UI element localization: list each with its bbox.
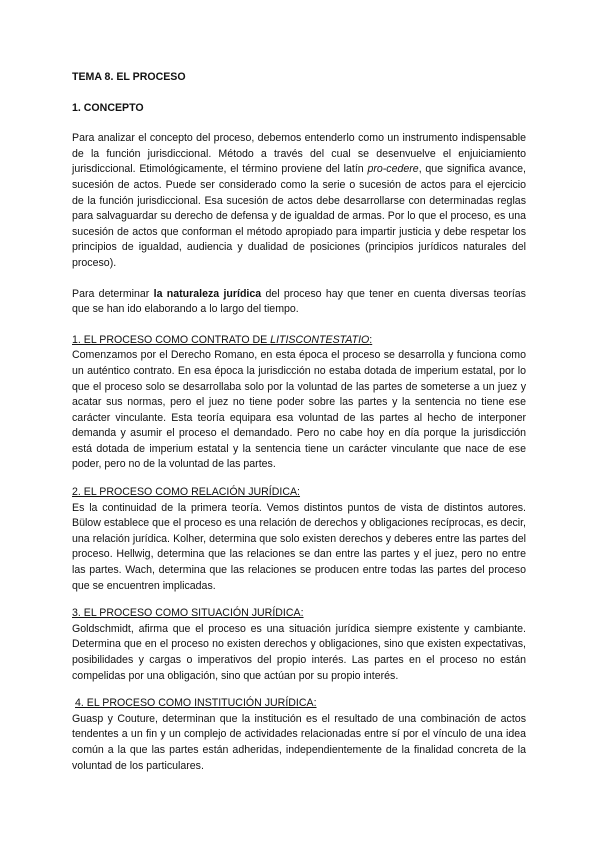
document-title: TEMA 8. EL PROCESO bbox=[72, 71, 186, 83]
intro-p2-text-b: del proceso hay que tener en cuenta diversas teorías que se han ido elaborando a lo largo del tiempo. bbox=[72, 287, 526, 316]
theory-2-heading: 2. EL PROCESO COMO RELACIÓN JURÍDICA: bbox=[72, 486, 301, 499]
theory-2-body: Es la continuidad de la primera teoría. Vemos distintos puntos de vista de distintos autores. Bülow establece que el proceso es una relación de derechos y obligaciones recíprocas, es decir, una relación jurídica. Kolher, determina que solo existen derechos y deberes entre las partes del proceso. Hellwig, determina que las relaciones se dan entre las partes y el juez, pero no entre las partes. Wach, determina que las relaciones se producen entre todas las partes del proceso que se encuentren implicadas. bbox=[72, 501, 526, 592]
intro-paragraph-1 bbox=[72, 131, 526, 271]
naturaleza-juridica-bold: la naturaleza jurídica bbox=[153, 287, 262, 300]
theory-3-body: Goldschmidt, afirma que el proceso es una situación jurídica siempre existente y cambiante. Determina que en el proceso no existen derechos y obligaciones, sino que existen expectativas, posibilidades y cargas o imperativos del propio interés. Las partes en el proceso no están compelidas por una obligación, sino que actúan por su propio interés. bbox=[72, 622, 526, 682]
section-heading-concepto: 1. CONCEPTO bbox=[72, 101, 144, 114]
intro-p1-text-a: Para analizar el concepto del proceso, debemos entenderlo como un instrumento indispensable de la función jurisdiccional. Método a través del cual se desenvuelve el enjuiciamiento jurisdiccional. Etimológicamente, el término proviene del latín bbox=[72, 132, 526, 176]
theory-1-body: Comenzamos por el Derecho Romano, en esta época el proceso se desarrolla y funciona como un auténtico contrato. En esa época la jurisdicción no estaba dotada de imperium estatal, por lo que el proceso solo se desarrollaba solo por la voluntad de las partes de someterse a un juez y acatar sus normas, pero el juez no tiene poder sobre las partes y la sentencia no tiene ese carácter vinculante. Esta teoría equipara esa voluntad de las partes al hecho de interponer demanda y asumir el proceso el demandado. Pero no cabe hoy en día porque la jurisdicción está dotada de imperium estatal y la sentencia tiene un carácter vinculante que nace de ese poder, pero no de la voluntad de las partes. bbox=[72, 349, 526, 471]
theory-4-body: Guasp y Couture, determinan que la institución es el resultado de una combinación de actos tendentes a un fin y un complejo de actividades relacionadas entre sí por el vínculo de una idea común a la que las partes están adheridas, independientemente de la finalidad concreta de la voluntad de los particulares. bbox=[72, 712, 526, 772]
intro-paragraph-2 bbox=[72, 287, 526, 318]
intro-p2-text-a: Para determinar bbox=[72, 287, 154, 300]
document-content bbox=[72, 70, 526, 786]
latin-term: pro-cedere bbox=[367, 163, 419, 176]
theory-1-heading-b: : bbox=[369, 333, 373, 346]
theory-3-heading: 3. EL PROCESO COMO SITUACIÓN JURÍDICA: bbox=[72, 607, 304, 620]
theory-1-heading-italic: LITISCONTESTATIO bbox=[270, 333, 370, 346]
theory-4-heading: 4. EL PROCESO COMO INSTITUCIÓN JURÍDICA: bbox=[75, 697, 317, 710]
theory-1-heading-a: 1. EL PROCESO COMO CONTRATO DE bbox=[72, 333, 271, 346]
intro-p1-text-b: , que significa avance, sucesión de actos. Puede ser considerado como la serie o sucesión de actos para el ejercicio de la función jurisdiccional. Esa sucesión de actos debe desarrollarse con determinadas reglas para salvaguardar su derecho de defensa y de igualdad de armas. Por lo que el proceso, es una sucesión de actos que conforman el método apropiado para impartir justicia y debe respetar los principios de igualdad, audiencia y dualidad de posiciones (principios jurídicos naturales del proceso). bbox=[72, 163, 526, 269]
theory-1-heading bbox=[72, 333, 526, 349]
